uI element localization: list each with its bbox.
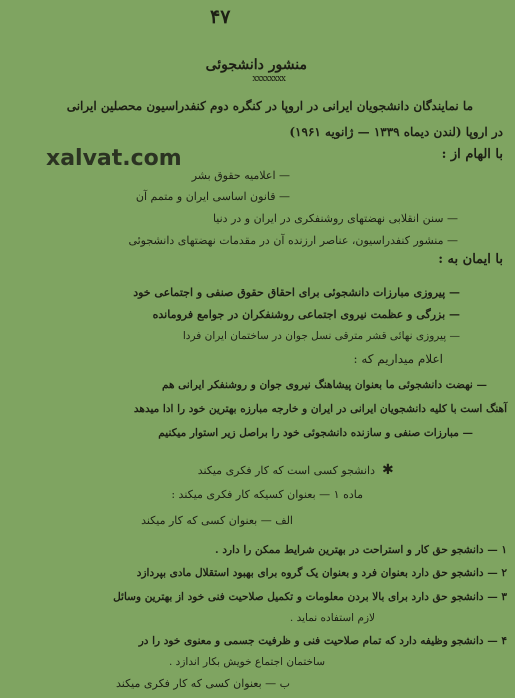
article-item-3: ۳ — دانشجو حق دارد برای بالا بردن معلومات و تکمیل صلاحیت فنی خود از بهترین وسائل	[113, 591, 507, 603]
belief-item-2: — بزرگی و عظمت نیروی اجتماعی روشنفکران در جوامع فرومانده	[152, 308, 460, 321]
section-b-heading: ب — بعنوان کسی که کار فکری میکند	[116, 677, 290, 690]
title-ornament: xxxxxxxx	[252, 74, 285, 84]
declare-item-1: — نهضت دانشجوئی ما بعنوان پیشاهنگ نیروی جوان و روشنفکر ایرانی هم	[162, 379, 487, 391]
article-item-2: ۲ — دانشجو حق دارد بعنوان فرد و بعنوان یک گروه برای بهبود استقلال مادی بپردازد	[136, 567, 507, 579]
inspired-item-3: — سنن انقلابی نهضتهای روشنفکری در ایران و در دنیا	[212, 212, 458, 225]
inspired-item-4: — منشور کنفدراسیون، عناصر ارزنده آن در مقدمات نهضتهای دانشجوئی	[128, 234, 458, 247]
declare-item-2: آهنگ است با کلیه دانشجویان ایرانی در ایران و خارجه مبارزه بهترین خود را ادا میدهد	[133, 403, 507, 415]
belief-item-1: — پیروزی مبارزات دانشجوئی برای احقاق حقوق صنفی و اجتماعی خود	[133, 286, 460, 299]
article-item-4-continued: ساختمان اجتماع خویش بکار اندازد .	[168, 656, 325, 668]
intro-line-2: در اروپا (لندن دیماه ۱۳۳۹ — ژانویه ۱۹۶۱)	[289, 125, 503, 139]
inspired-item-1: — اعلامیه حقوق بشر	[191, 169, 290, 182]
watermark: xalvat.com	[46, 146, 182, 171]
article-item-3-continued: لازم استفاده نماید .	[289, 612, 375, 624]
page-number: ۴۷	[210, 6, 231, 28]
asterisk-mark: ✱	[382, 462, 394, 478]
article-1-heading: ماده ۱ — بعنوان کسیکه کار فکری میکند :	[171, 488, 363, 501]
inspired-item-2: — قانون اساسی ایران و متمم آن	[135, 190, 290, 203]
section-a-heading: الف — بعنوان کسی که کار میکند	[141, 514, 293, 527]
intro-line-1: ما نمایندگان دانشجویان ایرانی در اروپا در کنگره دوم کنفدراسیون محصلین ایرانی	[66, 99, 473, 113]
student-definition: دانشجو کسی است که کار فکری میکند	[197, 464, 375, 477]
declare-heading: اعلام میداریم که :	[353, 352, 443, 366]
article-item-1: ۱ — دانشجو حق کار و استراحت در بهترین شرایط ممکن را دارد .	[215, 544, 507, 556]
article-item-4: ۴ — دانشجو وظیفه دارد که تمام صلاحیت فنی و ظرفیت جسمی و معنوی خود را در	[138, 635, 507, 647]
document-title: منشور دانشجوئی	[205, 57, 307, 73]
belief-item-3: — پیروزی نهائی قشر مترقی نسل جوان در ساختمان ایران فردا	[182, 330, 460, 342]
belief-heading: با ایمان به :	[438, 252, 503, 267]
inspired-heading: با الهام از :	[441, 147, 503, 162]
declare-item-3: — مبارزات صنفی و سازنده دانشجوئی خود را براصل زیر استوار میکنیم	[158, 427, 473, 439]
